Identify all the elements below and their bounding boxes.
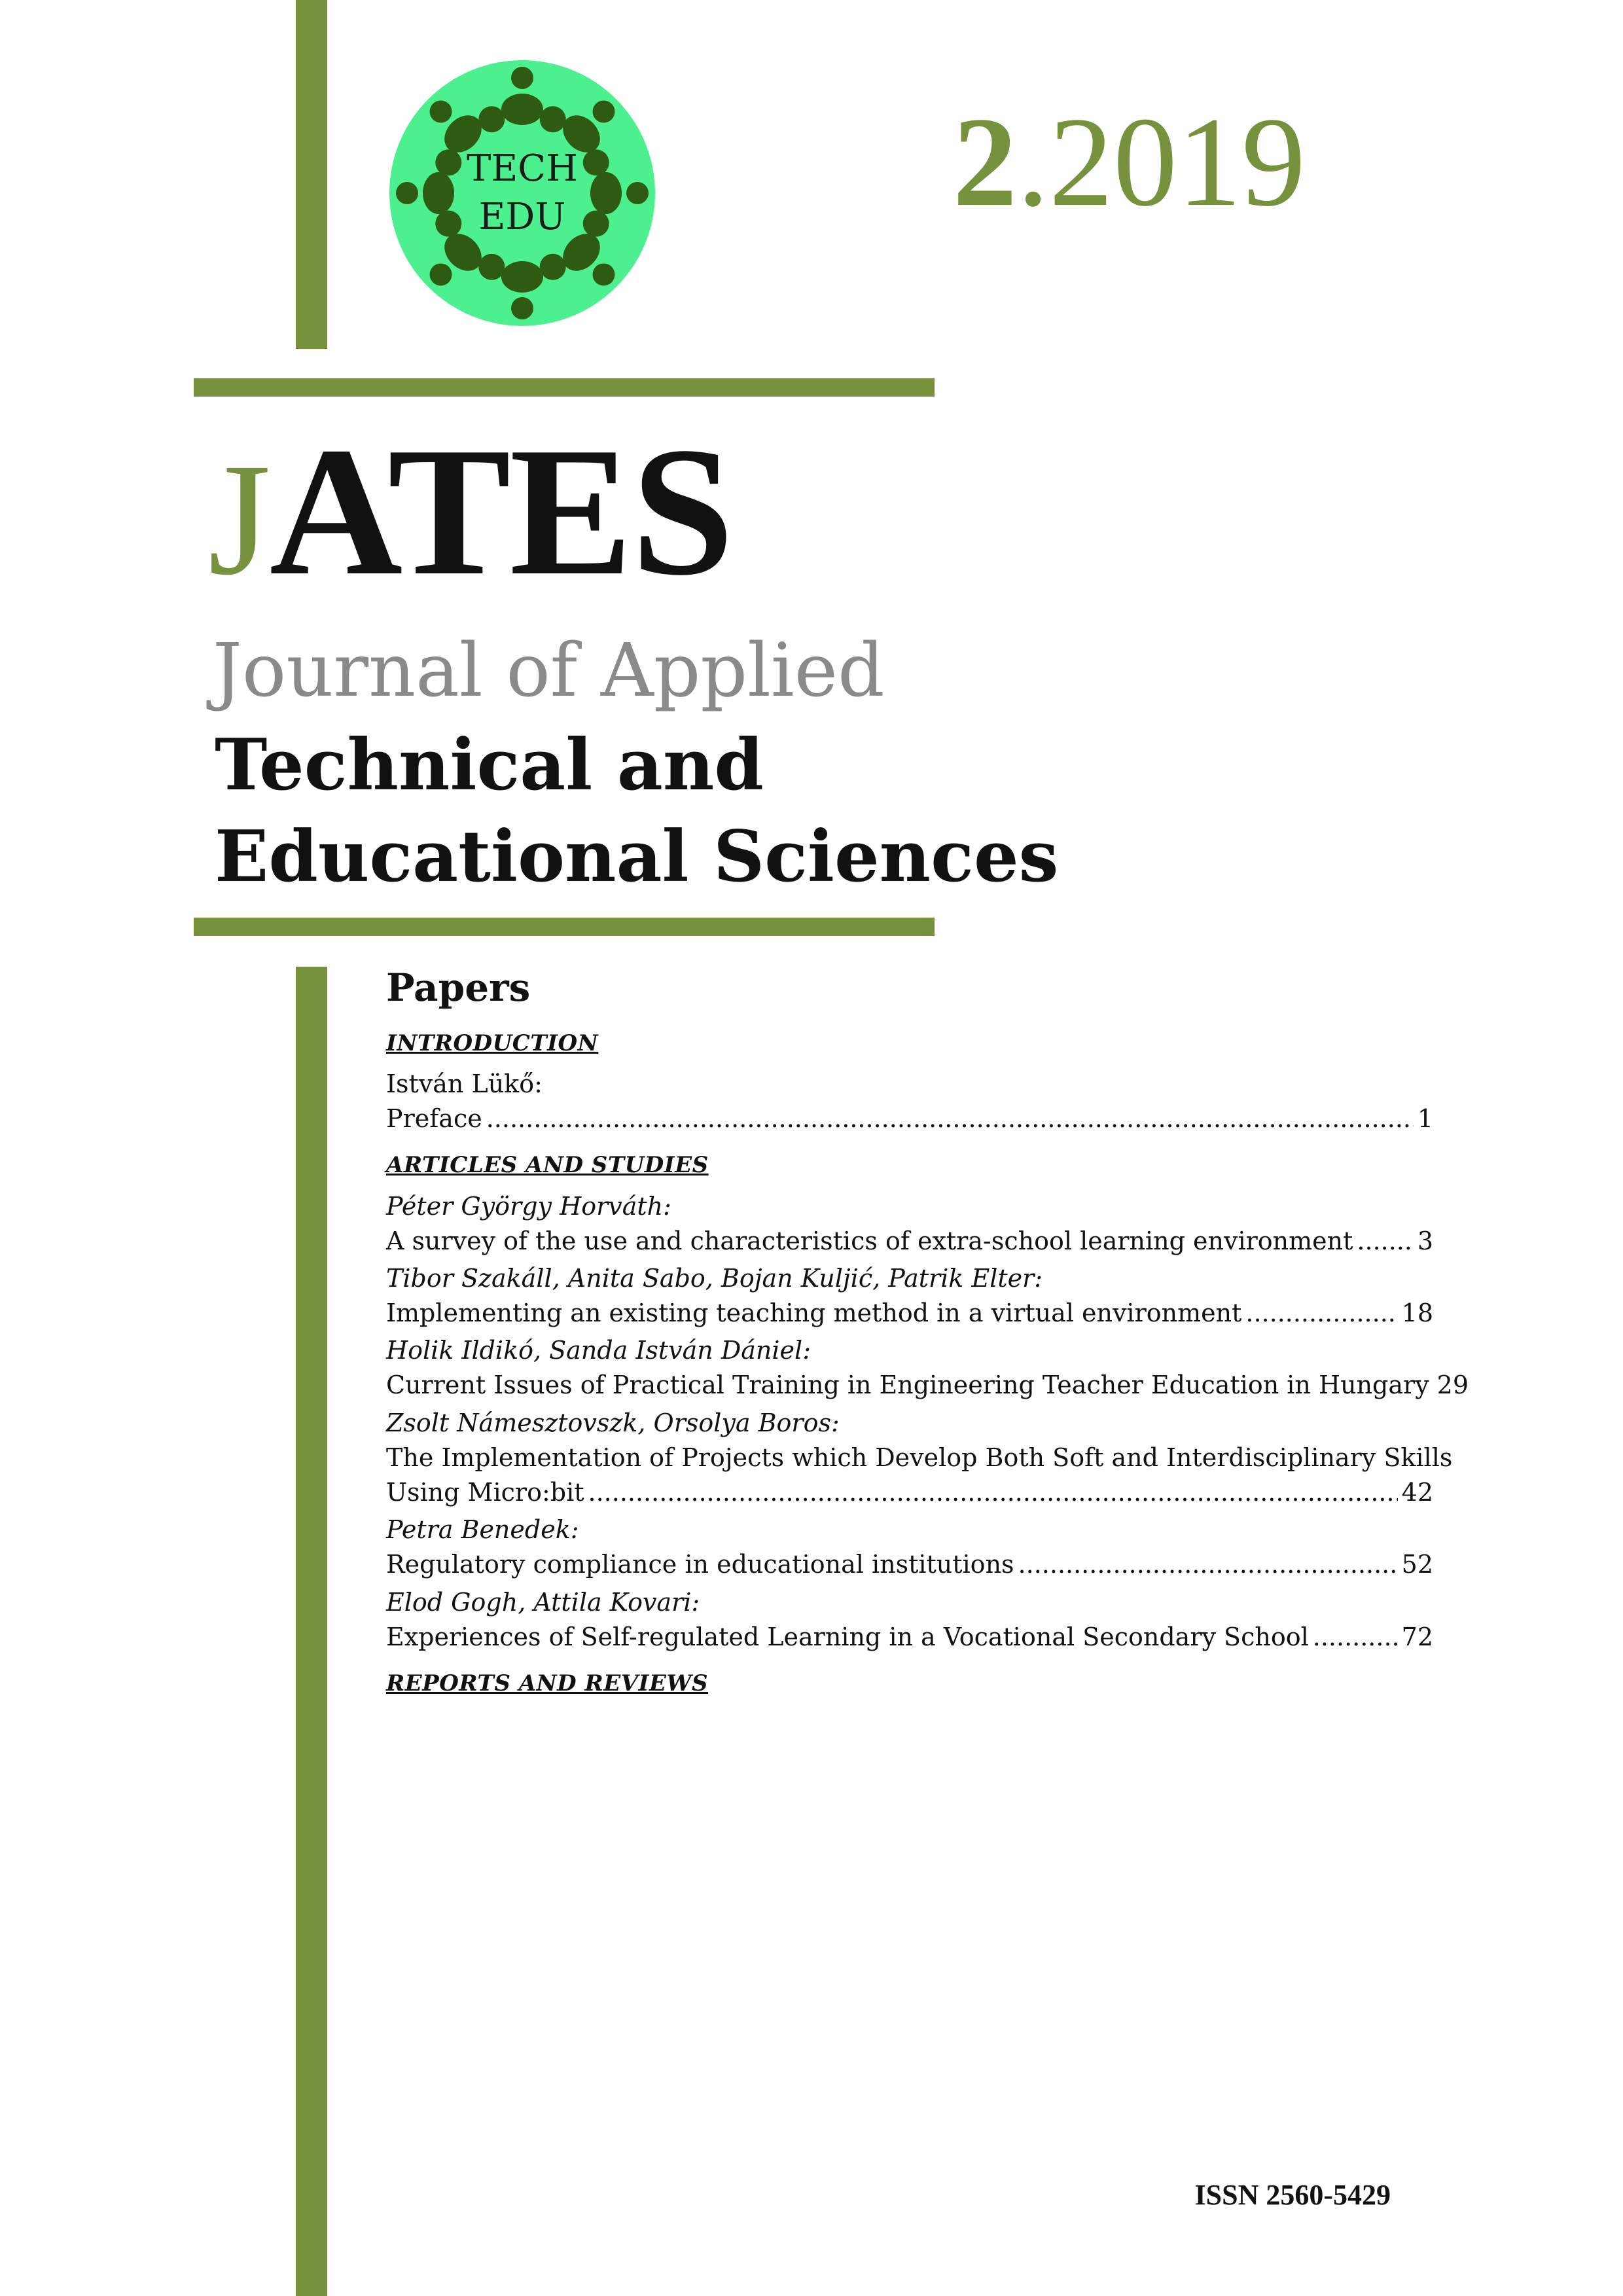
- table-of-contents: [386, 965, 1469, 1712]
- toc-entry[interactable]: [386, 1261, 1433, 1331]
- dot-leader: [1245, 1296, 1397, 1331]
- toc-entry[interactable]: [386, 1406, 1453, 1511]
- joined-hands: [583, 211, 609, 237]
- section-heading: REPORTS AND REVIEWS: [386, 1670, 709, 1696]
- entry-title-row: [386, 1224, 1433, 1259]
- entry-author: Tibor Szakáll, Anita Sabo, Bojan Kuljić, Patrik Elter:: [386, 1263, 1043, 1293]
- entry-author: Petra Benedek:: [386, 1515, 579, 1545]
- entry-author: Zsolt Námesztovszk, Orsolya Boros:: [386, 1408, 840, 1437]
- title-bottom-rule: [194, 918, 935, 936]
- toc-entry[interactable]: [386, 1333, 1469, 1403]
- joined-hands: [583, 149, 609, 175]
- entry-title: Implementing an existing teaching method in a virtual environment: [386, 1299, 1242, 1328]
- toc-section: [386, 1151, 1469, 1655]
- journal-title-line2: Technical and: [215, 724, 764, 806]
- entry-title-row: [386, 1296, 1433, 1331]
- dot-leader: [1018, 1547, 1398, 1582]
- page-number: 52: [1401, 1550, 1433, 1579]
- person-head: [511, 297, 533, 319]
- entry-title-row: [386, 1620, 1433, 1655]
- person-head: [430, 101, 452, 123]
- page-number: 18: [1401, 1299, 1433, 1328]
- dot-leader: [588, 1475, 1398, 1510]
- entry-author: Péter György Horváth:: [386, 1191, 671, 1221]
- person-body: [590, 172, 622, 214]
- entry-title-line: The Implementation of Projects which Develop Both Soft and Interdisciplinary Skills: [386, 1443, 1453, 1472]
- journal-title-line1: Journal of Applied: [213, 628, 885, 713]
- entry-title-row: [386, 1475, 1433, 1510]
- entry-author: Elod Gogh, Attila Kovari:: [386, 1587, 700, 1617]
- issn: ISSN 2560-5429: [1194, 2179, 1391, 2211]
- page-number: 3: [1417, 1226, 1433, 1255]
- toc-section: [386, 1669, 1433, 1698]
- title-top-rule: [194, 378, 935, 397]
- section-heading: ARTICLES AND STUDIES: [386, 1152, 709, 1179]
- person-head: [592, 263, 615, 285]
- joined-hands: [435, 149, 461, 175]
- entry-title: Current Issues of Practical Training in Engineering Teacher Education in Hungary: [386, 1371, 1429, 1400]
- entry-title-row: [386, 1368, 1469, 1403]
- person-body: [501, 94, 543, 125]
- journal-acronym: [208, 409, 733, 613]
- section-heading: INTRODUCTION: [386, 1030, 599, 1056]
- issue-num: 2: [953, 91, 1017, 233]
- toc-sections: [386, 1029, 1469, 1698]
- person-body: [423, 172, 454, 214]
- person-head: [511, 67, 533, 89]
- joined-hands: [478, 106, 505, 132]
- tech-edu-logo: [389, 59, 655, 327]
- person-head: [396, 182, 418, 204]
- joined-hands: [478, 254, 505, 280]
- page-number: 29: [1436, 1371, 1469, 1400]
- dot-leader: [1357, 1224, 1413, 1259]
- entry-title: Regulatory compliance in educational institutions: [386, 1550, 1014, 1579]
- person-head: [430, 263, 452, 285]
- issue-year: .2019: [1017, 91, 1306, 233]
- toc-entry[interactable]: [386, 1189, 1433, 1259]
- journal-title-line3: Educational Sciences: [215, 816, 1059, 898]
- entry-author: Holik Ildikó, Sanda István Dániel:: [386, 1336, 812, 1365]
- person-head: [592, 101, 615, 123]
- logo-text-edu: EDU: [478, 196, 566, 238]
- page-number: 1: [1417, 1104, 1433, 1134]
- entry-title: A survey of the use and characteristics of extra-school learning environment: [386, 1226, 1353, 1255]
- person-head: [626, 182, 649, 204]
- page-number: 42: [1401, 1478, 1433, 1507]
- dot-leader: [1313, 1620, 1398, 1655]
- toc-entry[interactable]: [386, 1513, 1433, 1582]
- toc-entry[interactable]: [386, 1067, 1433, 1136]
- joined-hands: [540, 106, 566, 132]
- entry-title-row: [386, 1547, 1433, 1582]
- logo-text-tech: TECH: [467, 147, 578, 190]
- entry-title-row: [386, 1102, 1433, 1136]
- person-body: [501, 261, 543, 293]
- issue-number: [953, 91, 1306, 233]
- entry-title: Using Micro:bit: [386, 1478, 584, 1507]
- papers-heading: Papers: [386, 965, 531, 1010]
- page-number: 72: [1401, 1622, 1433, 1651]
- joined-hands: [540, 254, 566, 280]
- toc-entry[interactable]: [386, 1585, 1433, 1655]
- entry-title: Preface: [386, 1104, 482, 1134]
- joined-hands: [435, 211, 461, 237]
- toc-section: [386, 1029, 1433, 1137]
- top-vertical-bar: [296, 0, 327, 349]
- entry-author: István Lükő:: [386, 1069, 543, 1098]
- bottom-vertical-bar: [296, 967, 327, 2296]
- dot-leader: [486, 1102, 1414, 1136]
- entry-title: Experiences of Self-regulated Learning in a Vocational Secondary School: [386, 1622, 1309, 1651]
- acronym-rest: ATES: [269, 409, 733, 613]
- acronym-j: J: [208, 431, 270, 609]
